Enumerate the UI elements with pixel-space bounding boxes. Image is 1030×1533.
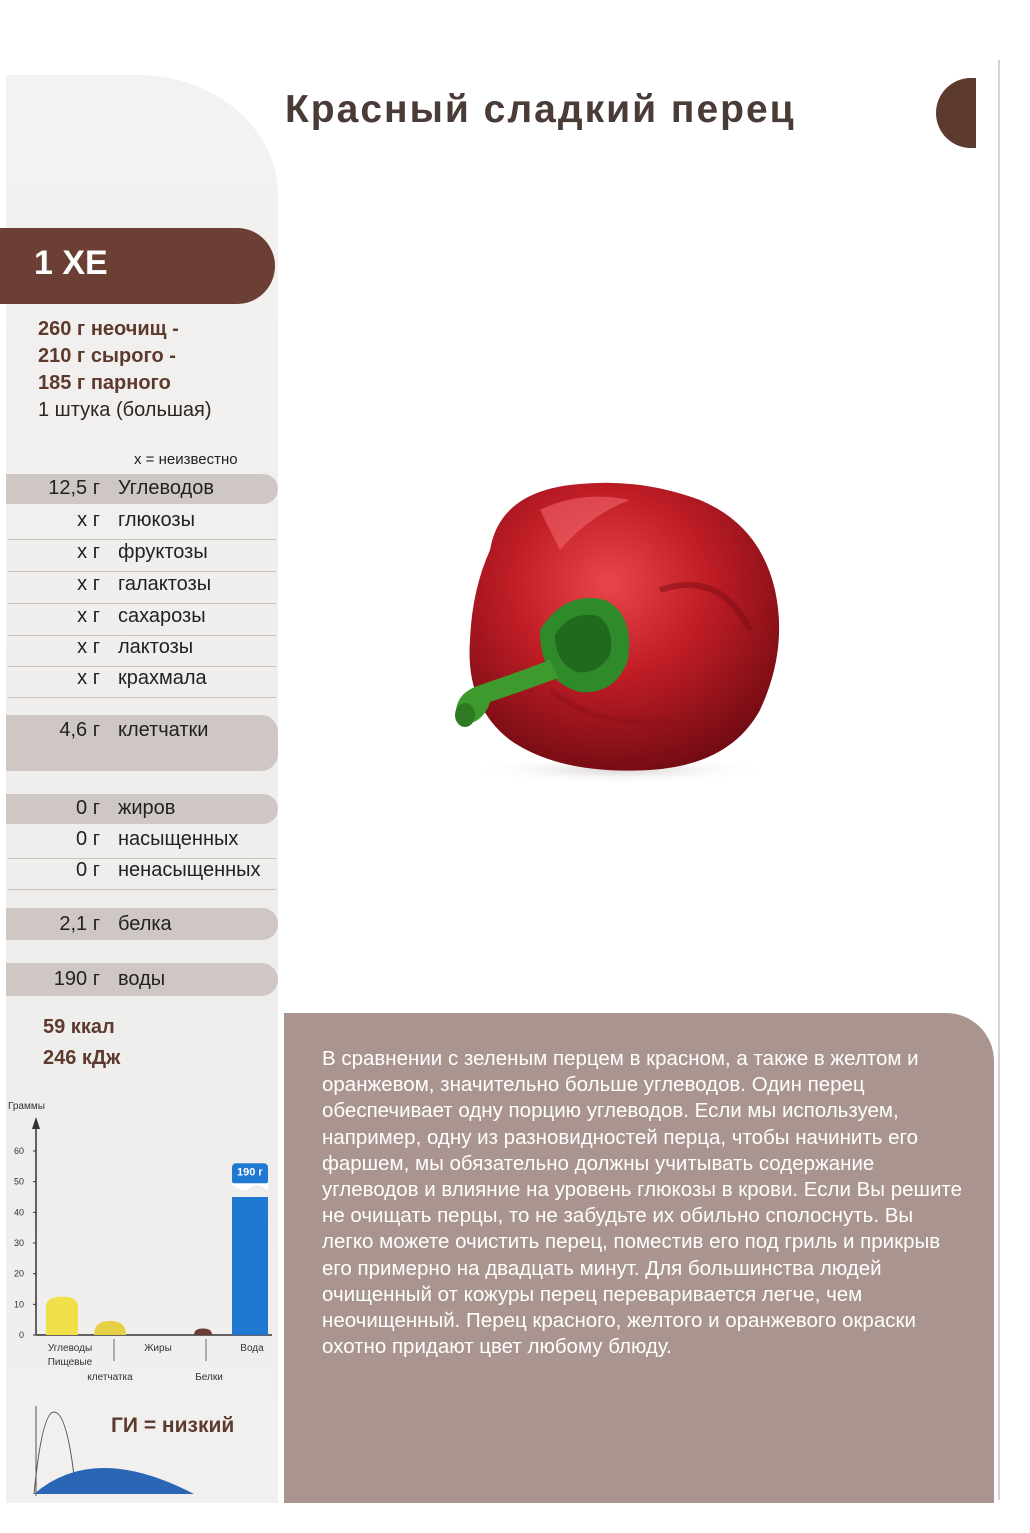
bread-unit-band: [0, 228, 275, 304]
carb-item-galactose: [8, 573, 276, 604]
unsaturated-qty: 0 г: [76, 859, 100, 881]
water-qty: 190 г: [53, 968, 100, 990]
fructose-qty: х г: [77, 541, 100, 563]
carb-item-glucose: [8, 509, 276, 540]
portion-unpeeled: 260 г неочищ -: [38, 318, 179, 340]
nutrient-bar-chart: [0, 1095, 280, 1395]
bread-unit-label: 1 ХЕ: [34, 244, 108, 282]
energy-kj: 246 кДж: [43, 1047, 121, 1069]
protein-qty: 2,1 г: [59, 913, 100, 935]
chart-ytick-label-40: 40: [13, 1207, 24, 1218]
starch-qty: х г: [77, 667, 100, 689]
red-pepper-image: [430, 470, 810, 790]
saturated-qty: 0 г: [76, 828, 100, 850]
chart-y-axis-arrow: [32, 1117, 40, 1129]
fiber-label: клетчатки: [118, 719, 209, 741]
water-label: воды: [118, 968, 166, 990]
chart-cat-water: Вода: [240, 1343, 264, 1354]
right-edge-line: [998, 60, 1000, 1500]
chart-ytick-label-30: 30: [13, 1238, 24, 1248]
galactose-label: галактозы: [118, 573, 212, 595]
chart-bar-protein: [194, 1329, 212, 1335]
chart-cat-fiber-2: клетчатка: [87, 1372, 133, 1383]
chart-cat-fiber-1: Пищевые: [47, 1357, 93, 1368]
chart-cat-carbs: Углеводы: [47, 1343, 93, 1354]
description-text: В сравнении с зеленым перцем в красном, а также в желтом и оранжевом, значительно больше углеводов. Один перец обеспечивает одну порцию углеводов. Если мы используем, например, одну из разновидностей перца, чтобы начинить его фаршем, мы обязательно должны учитывать содержание углеводов и влияние на уровень глюкозы в крови. Если Вы решите не очищать перцы, то не забудьте их обильно сполоснуть. Вы легко можете очистить перец, поместив его под гриль и прикрыв его примерно на двадцать минут. Для большинства людей очищенный от кожуры перец переваривается легче, чем неочищенный. Перец красного, желтого и оранжевого окраски охотно придают цвет любому блюду.: [322, 1047, 962, 1359]
starch-label: крахмала: [118, 667, 207, 689]
fructose-label: фруктозы: [118, 541, 208, 563]
galactose-qty: х г: [77, 573, 100, 595]
carb-item-lactose: [8, 636, 276, 667]
glucose-label: глюкозы: [118, 509, 195, 531]
carb-item-fructose: [8, 541, 276, 572]
chart-bar-fiber: [94, 1321, 126, 1335]
unsaturated-label: ненасыщенных: [118, 859, 261, 881]
glucose-qty: х г: [77, 509, 100, 531]
lactose-qty: х г: [77, 636, 100, 658]
saturated-label: насыщенных: [118, 828, 239, 850]
fiber-qty: 4,6 г: [59, 719, 100, 741]
title-tab-marker: [936, 78, 976, 148]
chart-bar-water-break: [232, 1183, 268, 1191]
unknown-note: х = неизвестно: [134, 451, 238, 468]
glycemic-index: ГИ = низкий: [111, 1414, 235, 1437]
carb-item-starch: [8, 667, 276, 698]
fats-unsaturated-row: [8, 859, 276, 890]
carbs-total-label: Углеводов: [118, 477, 214, 499]
lactose-label: лактозы: [118, 636, 194, 658]
fats-total-qty: 0 г: [76, 797, 100, 819]
carbs-total-qty: 12,5 г: [48, 477, 100, 499]
portion-steamed: 185 г парного: [38, 372, 171, 394]
energy-kcal: 59 ккал: [43, 1016, 115, 1038]
portion-raw: 210 г сырого -: [38, 345, 176, 367]
page-title: Красный сладкий перец: [285, 88, 796, 131]
chart-ytick-label-20: 20: [13, 1268, 24, 1279]
chart-ytick-label-50: 50: [13, 1176, 24, 1187]
chart-ytick-label-10: 10: [13, 1299, 24, 1310]
portion-piece: 1 штука (большая): [38, 399, 212, 421]
carb-item-sucrose: [8, 605, 276, 636]
sucrose-label: сахарозы: [118, 605, 206, 627]
fats-total-label: жиров: [118, 797, 176, 819]
gi-low-curve: [34, 1468, 194, 1494]
protein-label: белка: [118, 913, 172, 935]
fats-saturated-row: [8, 828, 276, 859]
chart-ytick-label-60: 60: [13, 1146, 24, 1156]
chart-ylabel: Граммы: [8, 1101, 45, 1112]
chart-cat-fats: Жиры: [144, 1343, 172, 1354]
chart-water-value-label: 190 г: [237, 1166, 263, 1179]
chart-ytick-label-0: 0: [18, 1330, 24, 1340]
chart-bar-water: [232, 1197, 268, 1335]
sucrose-qty: х г: [77, 605, 100, 627]
chart-bar-carbs: [46, 1297, 78, 1335]
chart-cat-protein: Белки: [195, 1372, 223, 1383]
